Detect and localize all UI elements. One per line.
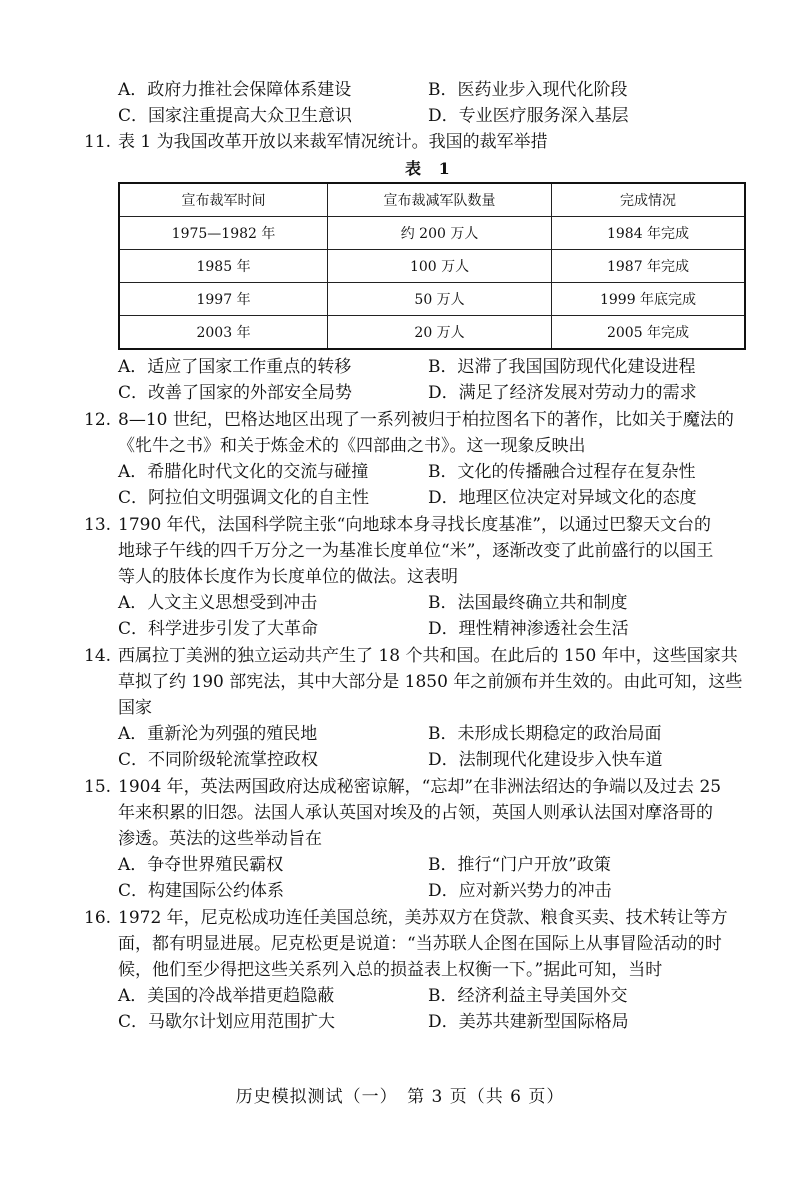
q13-line: 1790 年代，法国科学院主张“向地球本身寻找长度基准”，以通过巴黎天文台的	[118, 515, 712, 535]
q16-option-c: C．马歇尔计划应用范围扩大	[118, 1012, 336, 1032]
q10-option-a: A．政府力推社会保障体系建设	[118, 80, 352, 100]
table-cell: 20 万人	[328, 316, 552, 350]
q10-option-d: D．专业医疗服务深入基层	[428, 106, 629, 126]
table-cell: 1984 年完成	[552, 217, 745, 250]
q11-option-b: B．迟滞了我国国防现代化建设进程	[428, 357, 696, 377]
table-header: 完成情况	[552, 183, 745, 217]
q15-option-d: D．应对新兴势力的冲击	[428, 881, 612, 901]
q12-option-a: A．希腊化时代文化的交流与碰撞	[118, 462, 369, 482]
q14-option-b: B．未形成长期稳定的政治局面	[428, 724, 662, 744]
q14-line: 草拟了约 190 部宪法，其中大部分是 1850 年之前颁布并生效的。由此可知，这些	[118, 672, 743, 692]
q12-option-c: C．阿拉伯文明强调文化的自主性	[118, 488, 370, 508]
q16-option-a: A．美国的冷战举措更趋隐蔽	[118, 986, 335, 1006]
q12-line: 《牝牛之书》和关于炼金术的《四部曲之书》。这一现象反映出	[118, 436, 586, 456]
q11-option-c: C．改善了国家的外部安全局势	[118, 383, 353, 403]
q14-number: 14.	[84, 646, 112, 666]
q13-line: 等人的肢体长度作为长度单位的做法。这表明	[118, 567, 458, 587]
table-caption: 表 1	[405, 159, 456, 178]
q11-stem: 表 1 为我国改革开放以来裁军情况统计。我国的裁军举措	[118, 132, 548, 152]
q14-option-c: C．不同阶级轮流掌控政权	[118, 750, 319, 770]
q16-line: 候，他们至少得把这些关系列入总的损益表上权衡一下。”据此可知，当时	[118, 960, 663, 980]
table-row	[119, 217, 745, 250]
disarmament-table	[118, 182, 746, 350]
q14-option-a: A．重新沦为列强的殖民地	[118, 724, 318, 744]
q11-option-d: D．满足了经济发展对劳动力的需求	[428, 383, 697, 403]
table-cell: 2005 年完成	[552, 316, 745, 350]
q15-option-c: C．构建国际公约体系	[118, 881, 285, 901]
q13-option-a: A．人文主义思想受到冲击	[118, 593, 318, 613]
q11-number: 11.	[84, 132, 112, 152]
table-cell: 100 万人	[328, 250, 552, 283]
q15-option-b: B．推行“门户开放”政策	[428, 855, 611, 875]
q12-option-b: B．文化的传播融合过程存在复杂性	[428, 462, 696, 482]
table-row	[119, 316, 745, 350]
table-row	[119, 250, 745, 283]
q16-option-b: B．经济利益主导美国外交	[428, 986, 628, 1006]
q15-line: 渗透。英法的这些举动旨在	[118, 829, 322, 849]
q16-line: 1972 年，尼克松成功连任美国总统，美苏双方在贷款、粮食买卖、技术转让等方	[118, 908, 728, 928]
q10-option-b: B．医药业步入现代化阶段	[428, 80, 628, 100]
q13-option-c: C．科学进步引发了大革命	[118, 619, 319, 639]
table-header-row	[119, 183, 745, 217]
q12-option-d: D．地理区位决定对异域文化的态度	[428, 488, 697, 508]
q13-line: 地球子午线的四千万分之一为基准长度单位“米”，逐渐改变了此前盛行的以国王	[118, 541, 714, 561]
table-cell: 2003 年	[119, 316, 328, 350]
table-header: 宣布裁减军队数量	[328, 183, 552, 217]
q14-line: 西属拉丁美洲的独立运动共产生了 18 个共和国。在此后的 150 年中，这些国家共	[118, 646, 738, 666]
table-cell: 1999 年底完成	[552, 283, 745, 316]
q15-number: 15.	[84, 777, 112, 797]
q12-number: 12.	[84, 410, 112, 430]
table-cell: 1997 年	[119, 283, 328, 316]
table-row	[119, 283, 745, 316]
page-footer: 历史模拟测试（一） 第 3 页（共 6 页）	[235, 1087, 565, 1107]
q16-option-d: D．美苏共建新型国际格局	[428, 1012, 629, 1032]
table-cell: 1985 年	[119, 250, 328, 283]
table-cell: 约 200 万人	[328, 217, 552, 250]
q16-line: 面，都有明显进展。尼克松更是说道：“当苏联人企图在国际上从事冒险活动的时	[118, 934, 722, 954]
q13-option-b: B．法国最终确立共和制度	[428, 593, 628, 613]
table-cell: 1975—1982 年	[119, 217, 328, 250]
q15-line: 1904 年，英法两国政府达成秘密谅解，“忘却”在非洲法绍达的争端以及过去 25	[118, 777, 722, 797]
table-cell: 1987 年完成	[552, 250, 745, 283]
q15-option-a: A．争夺世界殖民霸权	[118, 855, 284, 875]
q11-option-a: A．适应了国家工作重点的转移	[118, 357, 352, 377]
q10-option-c: C．国家注重提高大众卫生意识	[118, 106, 353, 126]
q13-option-d: D．理性精神渗透社会生活	[428, 619, 629, 639]
q16-number: 16.	[84, 908, 112, 928]
table-header: 宣布裁军时间	[119, 183, 328, 217]
q15-line: 年来积累的旧怨。法国人承认英国对埃及的占领，英国人则承认法国对摩洛哥的	[118, 803, 713, 823]
q12-line: 8—10 世纪，巴格达地区出现了一系列被归于柏拉图名下的著作，比如关于魔法的	[118, 410, 734, 430]
q14-option-d: D．法制现代化建设步入快车道	[428, 750, 663, 770]
table-cell: 50 万人	[328, 283, 552, 316]
q13-number: 13.	[84, 515, 112, 535]
q14-line: 国家	[118, 698, 152, 718]
